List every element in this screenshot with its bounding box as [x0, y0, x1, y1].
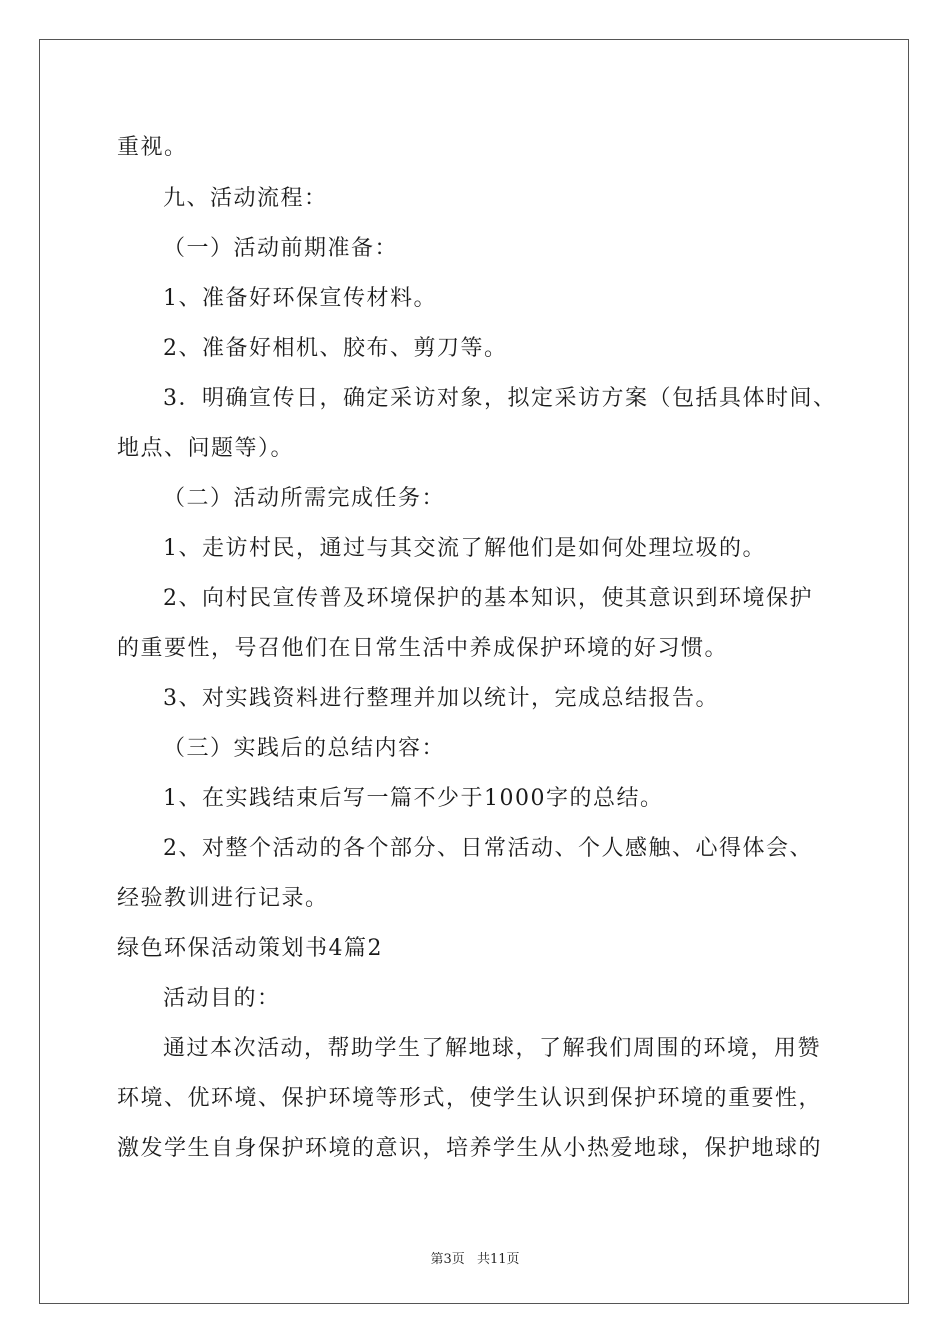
list-item: 1、走访村民，通过与其交流了解他们是如何处理垃圾的。	[163, 536, 766, 561]
list-item: 2、向村民宣传普及环境保护的基本知识，使其意识到环境保护	[163, 586, 813, 611]
list-item: 3．明确宣传日，确定采访对象，拟定采访方案（包括具体时间、	[163, 386, 837, 411]
text-line: 的重要性，号召他们在日常生活中养成保护环境的好习惯。	[117, 636, 729, 661]
page-total: 共11页	[476, 1252, 520, 1267]
subsection-heading: （三）实践后的总结内容：	[163, 736, 446, 761]
list-item: 2、准备好相机、胶布、剪刀等。	[163, 336, 508, 361]
subsection-heading: （一）活动前期准备：	[163, 236, 399, 261]
text-line: 地点、问题等）。	[117, 436, 295, 461]
list-item: 2、对整个活动的各个部分、日常活动、个人感触、心得体会、	[163, 836, 813, 861]
page-footer	[0, 1248, 950, 1267]
text-line: 经验教训进行记录。	[117, 886, 329, 911]
text-line: 重视。	[117, 135, 188, 160]
list-item: 1、在实践结束后写一篇不少于1000字的总结。	[163, 786, 664, 811]
list-item: 3、对实践资料进行整理并加以统计，完成总结报告。	[163, 686, 719, 711]
paragraph-line: 环境、优环境、保护环境等形式，使学生认识到保护环境的重要性，	[117, 1086, 823, 1111]
article-title: 绿色环保活动策划书4篇2	[117, 936, 383, 961]
paragraph-line: 通过本次活动，帮助学生了解地球，了解我们周围的环境，用赞	[163, 1036, 822, 1061]
page-border	[39, 39, 909, 1304]
page-number: 第3页	[430, 1252, 465, 1267]
subsection-heading: （二）活动所需完成任务：	[163, 486, 446, 511]
list-item: 1、准备好环保宣传材料。	[163, 286, 437, 311]
paragraph-line: 激发学生自身保护环境的意识，培养学生从小热爱地球，保护地球的	[117, 1136, 823, 1161]
section-heading: 九、活动流程：	[163, 186, 328, 211]
section-heading: 活动目的：	[163, 986, 281, 1011]
